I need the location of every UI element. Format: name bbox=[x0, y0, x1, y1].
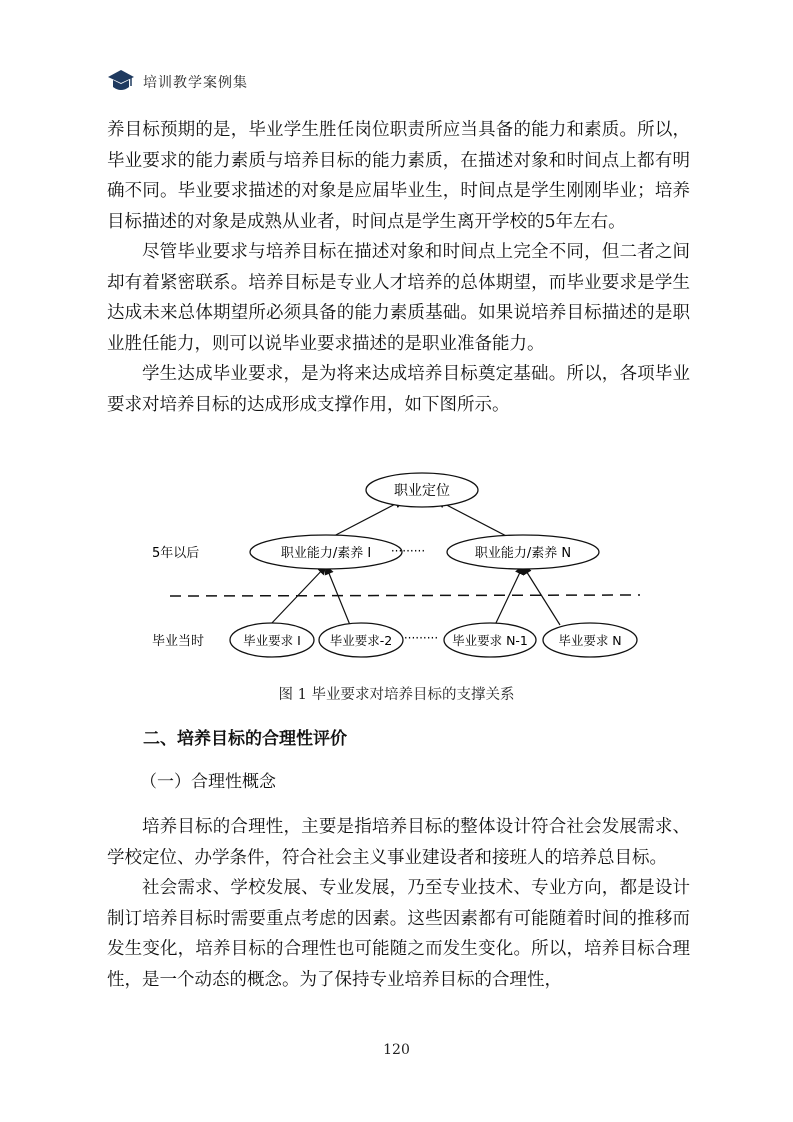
top-node: 职业定位 bbox=[394, 483, 450, 499]
support-relationship-diagram bbox=[150, 470, 650, 670]
body-text-top bbox=[107, 115, 690, 420]
requirement-node: 毕业要求 N bbox=[558, 633, 622, 648]
row-label-future: 5年以后 bbox=[152, 546, 200, 561]
requirement-node: 毕业要求 I bbox=[243, 633, 301, 648]
ability-node: 职业能力/素养 N bbox=[474, 546, 572, 561]
row-label-now: 毕业当时 bbox=[152, 634, 205, 649]
running-header bbox=[107, 68, 687, 100]
section-heading: 二、培养目标的合理性评价 bbox=[143, 729, 347, 749]
ability-node: 职业能力/素养 I bbox=[280, 546, 372, 561]
paragraph: 学生达成毕业要求，是为将来达成培养目标奠定基础。所以，各项毕业要求对培养目标的达成形成支撑作用，如下图所示。 bbox=[107, 364, 690, 415]
page-number: 120 bbox=[383, 1042, 410, 1058]
requirement-node: 毕业要求 N-1 bbox=[452, 633, 528, 648]
paragraph: 培养目标的合理性，主要是指培养目标的整体设计符合社会发展需求、学校定位、办学条件，符合社会主义事业建设者和接班人的培养总目标。 bbox=[107, 817, 690, 868]
paragraph: 养目标预期的是，毕业学生胜任岗位职责所应当具备的能力和素质。所以，毕业要求的能力素质与培养目标的能力素质，在描述对象和时间点上都有明确不同。毕业要求描述的对象是应届毕业生，时间点是学生刚刚毕业；培养目标描述的对象是成熟从业者，时间点是学生离开学校的5年左右。 bbox=[107, 120, 690, 232]
graduation-cap-icon bbox=[107, 68, 135, 94]
requirement-node: 毕业要求-2 bbox=[329, 633, 393, 648]
paragraph: 尽管毕业要求与培养目标在描述对象和时间点上完全不同，但二者之间却有着紧密联系。培养目标是专业人才培养的总体期望，而毕业要求是学生达成未来总体期望所必须具备的能力素质基础。如果说培养目标描述的是职业胜任能力，则可以说毕业要求描述的是职业准备能力。 bbox=[107, 242, 690, 354]
svg-text:·········: ········· bbox=[403, 631, 439, 645]
paragraph: 社会需求、学校发展、专业发展，乃至专业技术、专业方向，都是设计制订培养目标时需要重点考虑的因素。这些因素都有可能随着时间的推移而发生变化，培养目标的合理性也可能随之而发生变化。所以，培养目标合理性，是一个动态的概念。为了保持专业培养目标的合理性， bbox=[107, 878, 690, 990]
subsection-heading: （一）合理性概念 bbox=[140, 772, 276, 792]
body-text-bottom bbox=[107, 812, 690, 995]
header-title: 培训教学案例集 bbox=[143, 75, 248, 91]
svg-text:·········: ········· bbox=[390, 544, 426, 558]
time-divider bbox=[170, 595, 640, 596]
figure-caption: 图 1 毕业要求对培养目标的支撑关系 bbox=[278, 687, 515, 703]
